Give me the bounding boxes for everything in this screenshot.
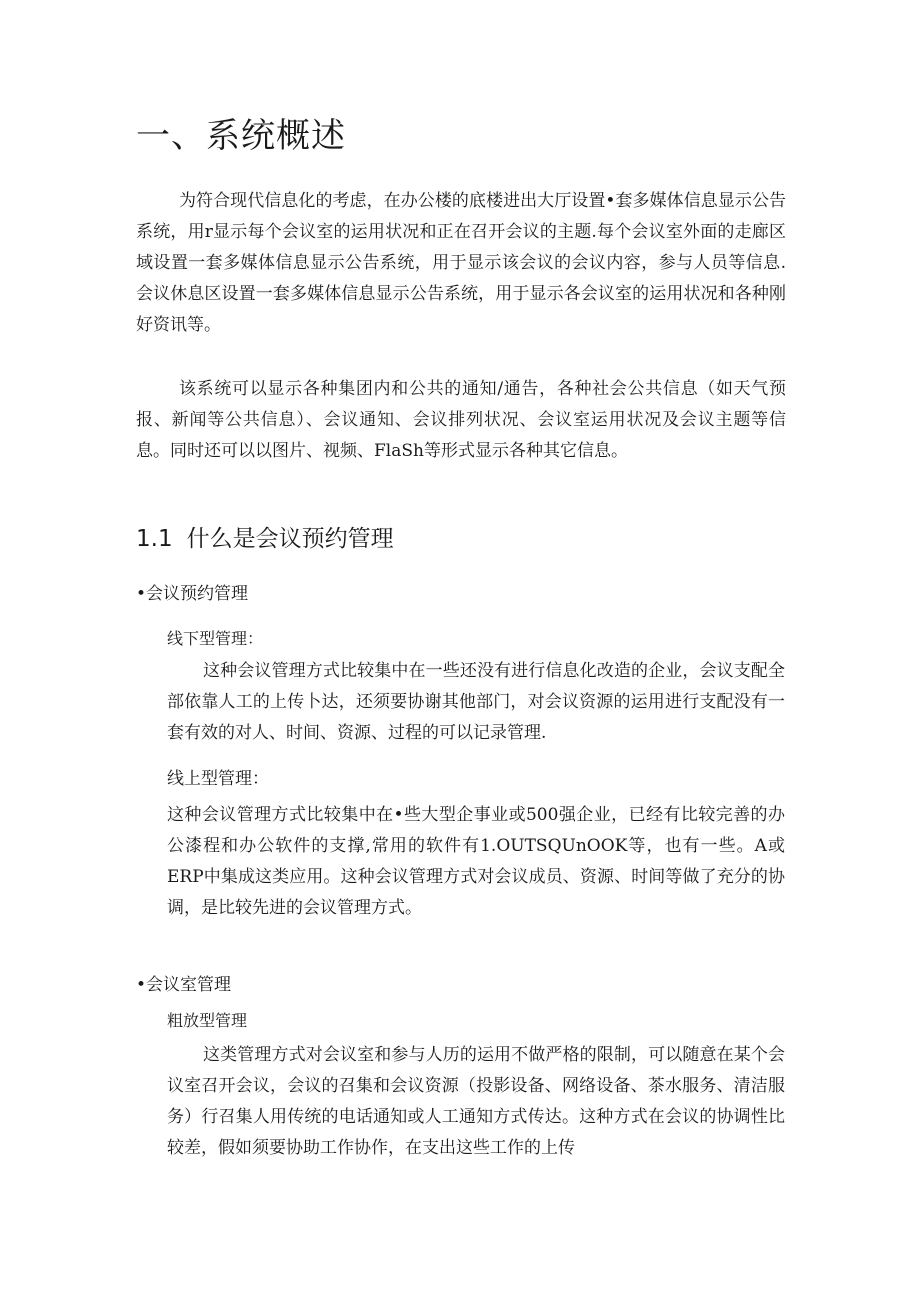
subheading-offline-management: 线下型管理： [167,629,264,648]
section-number: 1.1 [136,526,173,552]
intro-paragraph-1: 为符合现代信息化的考虑，在办公楼的底楼进出大厅设置•套多媒体信息显示公告系统，用r显示每个会议室的运用状况和正在召开会议的主题.每个会议室外面的走廊区域设置一套多媒体信息显示公告系统，用于显示该会议的会议内容，参与人员等信息.会议休息区设置一套多媒体信息显示公告系统，用于显示各会议室的运用状况和各种刚好资讯等。 [136,191,786,335]
intro-paragraph-2: 该系统可以显示各种集团内和公共的通知/通告，各种社会公共信息（如天气预报、新闻等公共信息）、会议通知、会议排列状况、会议室运用状况及会议主题等信息。同时还可以以图片、视频、FlaSh等形式显示各种其它信息。 [136,379,786,461]
subheading-extensive-management: 粗放型管理 [167,1011,248,1030]
section-heading [136,520,394,553]
offline-management-paragraph: 这种会议管理方式比较集中在一些还没有进行信息化改造的企业，会议支配全部依靠人工的上传卜达，还须要协谢其他部门，对会议资源的运用进行支配没有一套有效的对人、时间、资源、过程的可以记录管理. [167,661,785,743]
bullet-room-management: •会议室管理 [136,975,232,995]
section-title: 什么是会议预约管理 [186,526,394,552]
online-management-paragraph: 这种会议管理方式比较集中在•些大型企事业或500强企业，已经有比较完善的办公漆程和办公软件的支撑,常用的软件有1.OUTSQUnOOK等，也有一些。A或ERP中集成这类应用。这种会议管理方式对会议成员、资源、时间等做了充分的协调，是比较先进的会议管理方式。 [167,805,785,918]
extensive-management-paragraph: 这类管理方式对会议室和参与人历的运用不做严格的限制，可以随意在某个会议室召开会议，会议的召集和会议资源（投影设备、网络设备、茶水服务、清洁服务）行召集人用传统的电话通知或人工通知方式传达。这种方式在会议的协调性比较差，假如须要协助工作协作，在支出这些工作的上传 [167,1045,785,1158]
bullet-meeting-booking: •会议预约管理 [136,584,249,604]
chapter-title: 一、系统概述 [136,116,346,156]
subheading-online-management: 线上型管理： [167,769,269,789]
